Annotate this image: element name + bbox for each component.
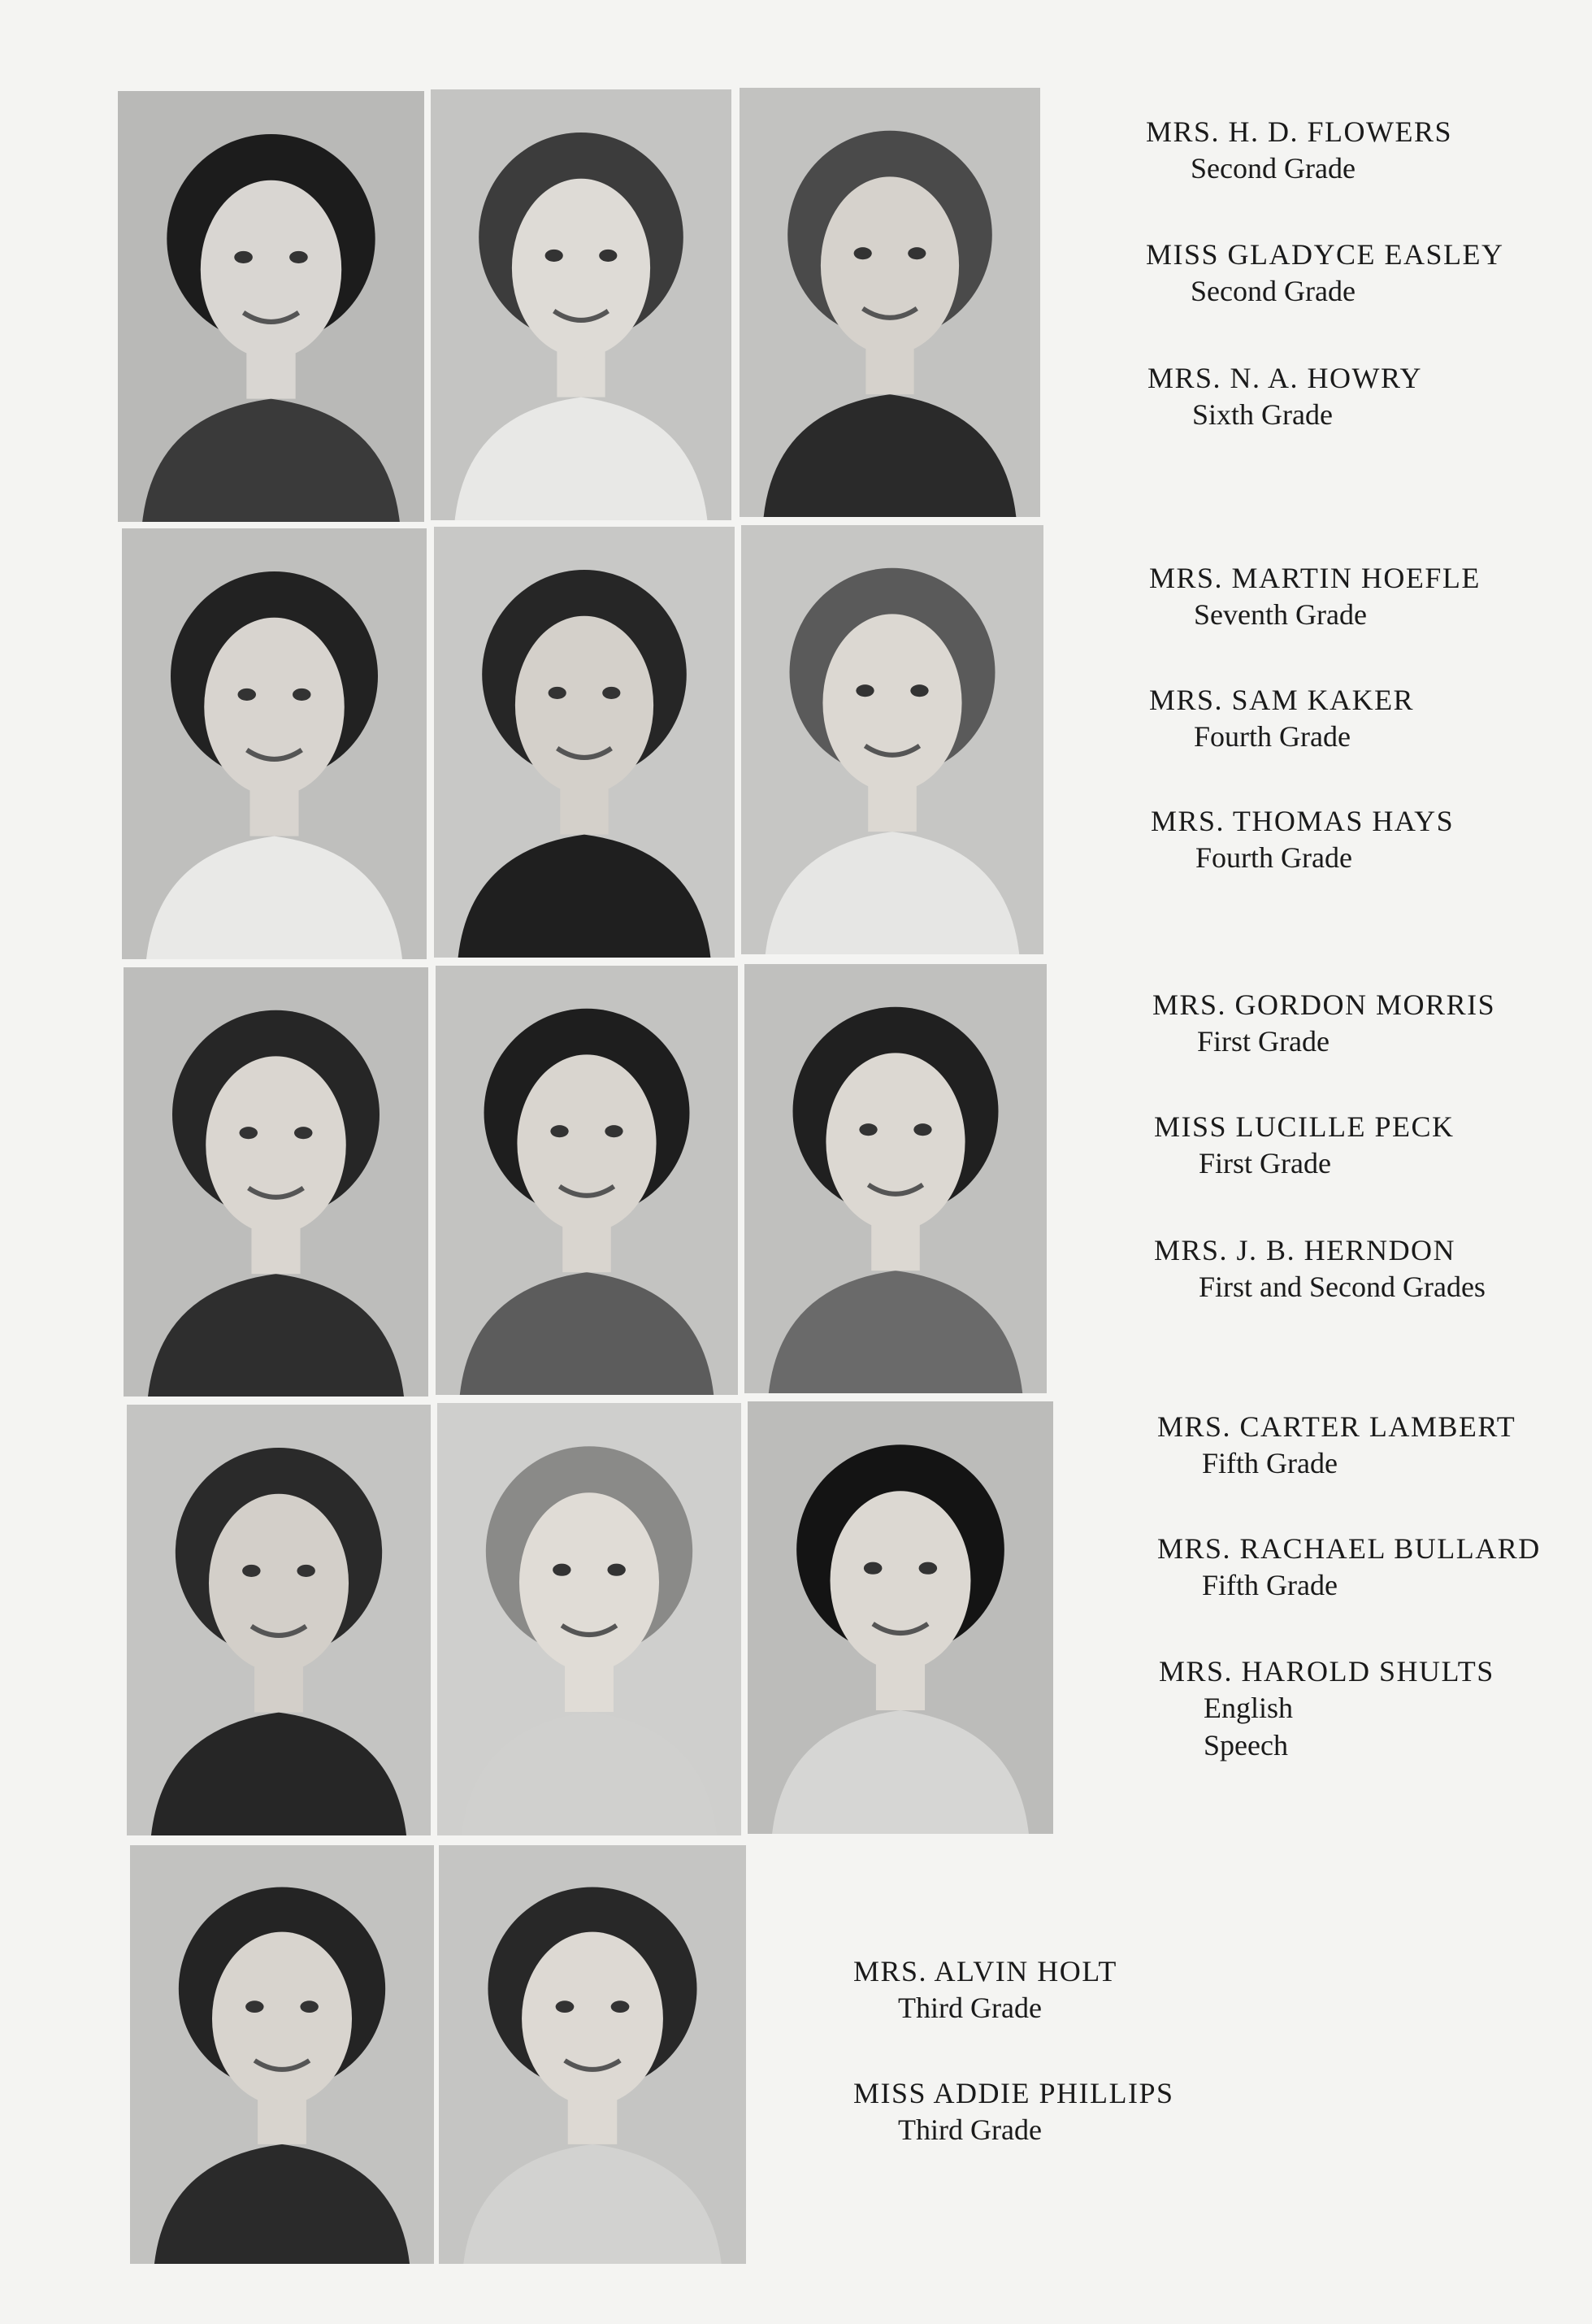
portrait-face: [519, 1492, 659, 1671]
caption-flowers: [1146, 114, 1452, 187]
portrait-eye-right: [913, 1123, 931, 1136]
portrait-eye-left: [556, 2000, 575, 2013]
portrait-holt: [130, 1845, 434, 2264]
portrait-eye-left: [553, 1564, 570, 1576]
portrait-eye-right: [605, 1125, 622, 1137]
portrait-eye-right: [293, 689, 311, 701]
teacher-name: MRS. ALVIN HOLT: [853, 1955, 1117, 1987]
portrait-face: [512, 179, 650, 358]
caption-shults: [1159, 1653, 1494, 1764]
teacher-role: Fifth Grade: [1202, 1447, 1338, 1479]
portrait-graphic: [439, 1845, 746, 2264]
portrait-eye-left: [238, 689, 257, 701]
caption-morris: [1152, 987, 1495, 1060]
teacher-role: Second Grade: [1191, 152, 1356, 185]
portrait-shults: [748, 1401, 1053, 1834]
portrait-hoefle: [122, 528, 427, 959]
portrait-kaker: [434, 527, 735, 958]
teacher-name: MRS. MARTIN HOEFLE: [1149, 562, 1481, 594]
portrait-graphic: [744, 964, 1047, 1393]
portrait-eye-left: [856, 684, 874, 697]
caption-lambert: [1157, 1409, 1516, 1482]
portrait-eye-left: [859, 1123, 877, 1136]
teacher-role: Sixth Grade: [1192, 398, 1333, 431]
portrait-face: [212, 1932, 352, 2105]
teacher-role: Seventh Grade: [1194, 598, 1367, 631]
portrait-easley: [431, 89, 731, 520]
portrait-phillips: [439, 1845, 746, 2264]
teacher-role: Fourth Grade: [1195, 841, 1352, 874]
portrait-face: [201, 180, 341, 359]
teacher-role: First Grade: [1199, 1147, 1331, 1179]
portrait-eye-right: [297, 1565, 314, 1577]
portrait-graphic: [124, 967, 428, 1397]
portrait-graphic: [130, 1845, 434, 2264]
caption-bullard: [1157, 1531, 1541, 1604]
portrait-eye-left: [240, 1127, 258, 1139]
portrait-eye-right: [908, 247, 926, 259]
caption-phillips: [853, 2075, 1174, 2148]
teacher-name: MRS. THOMAS HAYS: [1151, 805, 1455, 837]
teacher-name: MRS. GORDON MORRIS: [1152, 988, 1496, 1021]
caption-peck: [1154, 1109, 1455, 1182]
portrait-eye-left: [234, 251, 253, 263]
portrait-face: [826, 1053, 965, 1231]
teacher-name: MRS. HAROLD SHULTS: [1159, 1655, 1494, 1688]
portrait-graphic: [434, 527, 735, 958]
portrait-howry: [740, 88, 1040, 517]
teacher-name: MRS. SAM KAKER: [1149, 684, 1415, 716]
teacher-role: Speech: [1204, 1729, 1288, 1761]
teacher-role: Third Grade: [898, 2113, 1042, 2146]
teacher-name: MISS LUCILLE PECK: [1154, 1110, 1455, 1143]
portrait-eye-left: [549, 687, 566, 699]
portrait-eye-left: [854, 247, 872, 259]
portrait-face: [831, 1491, 971, 1670]
portrait-graphic: [741, 525, 1043, 954]
portrait-graphic: [431, 89, 731, 520]
teacher-name: MRS. N. A. HOWRY: [1147, 362, 1423, 394]
portrait-eye-right: [289, 251, 308, 263]
portrait-morris: [124, 967, 428, 1397]
portrait-eye-right: [599, 250, 617, 262]
portrait-hays: [741, 525, 1043, 954]
teacher-role: Second Grade: [1191, 275, 1356, 307]
portrait-face: [821, 176, 959, 354]
teacher-name: MRS. J. B. HERNDON: [1154, 1234, 1456, 1266]
portrait-face: [822, 614, 961, 792]
teacher-name: MISS ADDIE PHILLIPS: [853, 2077, 1174, 2109]
portrait-eye-right: [607, 1564, 625, 1576]
caption-holt: [853, 1953, 1117, 2026]
caption-hoefle: [1149, 560, 1481, 633]
portrait-bullard: [437, 1403, 741, 1835]
portrait-face: [209, 1494, 349, 1673]
teacher-name: MISS GLADYCE EASLEY: [1146, 238, 1504, 271]
portrait-face: [515, 616, 653, 795]
teacher-name: MRS. RACHAEL BULLARD: [1157, 1532, 1541, 1565]
portrait-eye-left: [864, 1562, 883, 1575]
portrait-graphic: [436, 966, 738, 1395]
portrait-flowers: [118, 91, 424, 522]
portrait-face: [522, 1932, 663, 2105]
portrait-eye-left: [545, 250, 563, 262]
portrait-graphic: [118, 91, 424, 522]
portrait-eye-right: [919, 1562, 938, 1575]
teacher-role: English: [1204, 1692, 1294, 1724]
portrait-herndon: [744, 964, 1047, 1393]
portrait-eye-right: [294, 1127, 313, 1139]
portrait-eye-right: [611, 2000, 630, 2013]
teacher-name: MRS. CARTER LAMBERT: [1157, 1410, 1516, 1443]
portrait-face: [206, 1056, 346, 1234]
teacher-name: MRS. H. D. FLOWERS: [1146, 115, 1453, 148]
portrait-graphic: [748, 1401, 1053, 1834]
portrait-graphic: [127, 1405, 431, 1835]
teacher-role: First Grade: [1197, 1025, 1330, 1058]
caption-easley: [1146, 237, 1504, 310]
portrait-lambert: [127, 1405, 431, 1835]
teacher-role: Fourth Grade: [1194, 720, 1351, 753]
portrait-face: [204, 618, 345, 797]
caption-hays: [1151, 803, 1454, 876]
portrait-face: [517, 1054, 656, 1232]
portrait-graphic: [122, 528, 427, 959]
caption-herndon: [1154, 1232, 1486, 1305]
portrait-eye-left: [245, 2000, 263, 2013]
portrait-eye-right: [910, 684, 928, 697]
portrait-graphic: [740, 88, 1040, 517]
teacher-role: First and Second Grades: [1199, 1271, 1486, 1303]
teacher-role: Fifth Grade: [1202, 1569, 1338, 1601]
caption-howry: [1147, 360, 1422, 433]
portrait-eye-right: [300, 2000, 318, 2013]
portrait-eye-right: [602, 687, 620, 699]
teacher-role: Third Grade: [898, 1992, 1042, 2024]
portrait-peck: [436, 966, 738, 1395]
portrait-eye-left: [550, 1125, 568, 1137]
caption-kaker: [1149, 682, 1414, 755]
portrait-eye-left: [242, 1565, 260, 1577]
portrait-graphic: [437, 1403, 741, 1835]
